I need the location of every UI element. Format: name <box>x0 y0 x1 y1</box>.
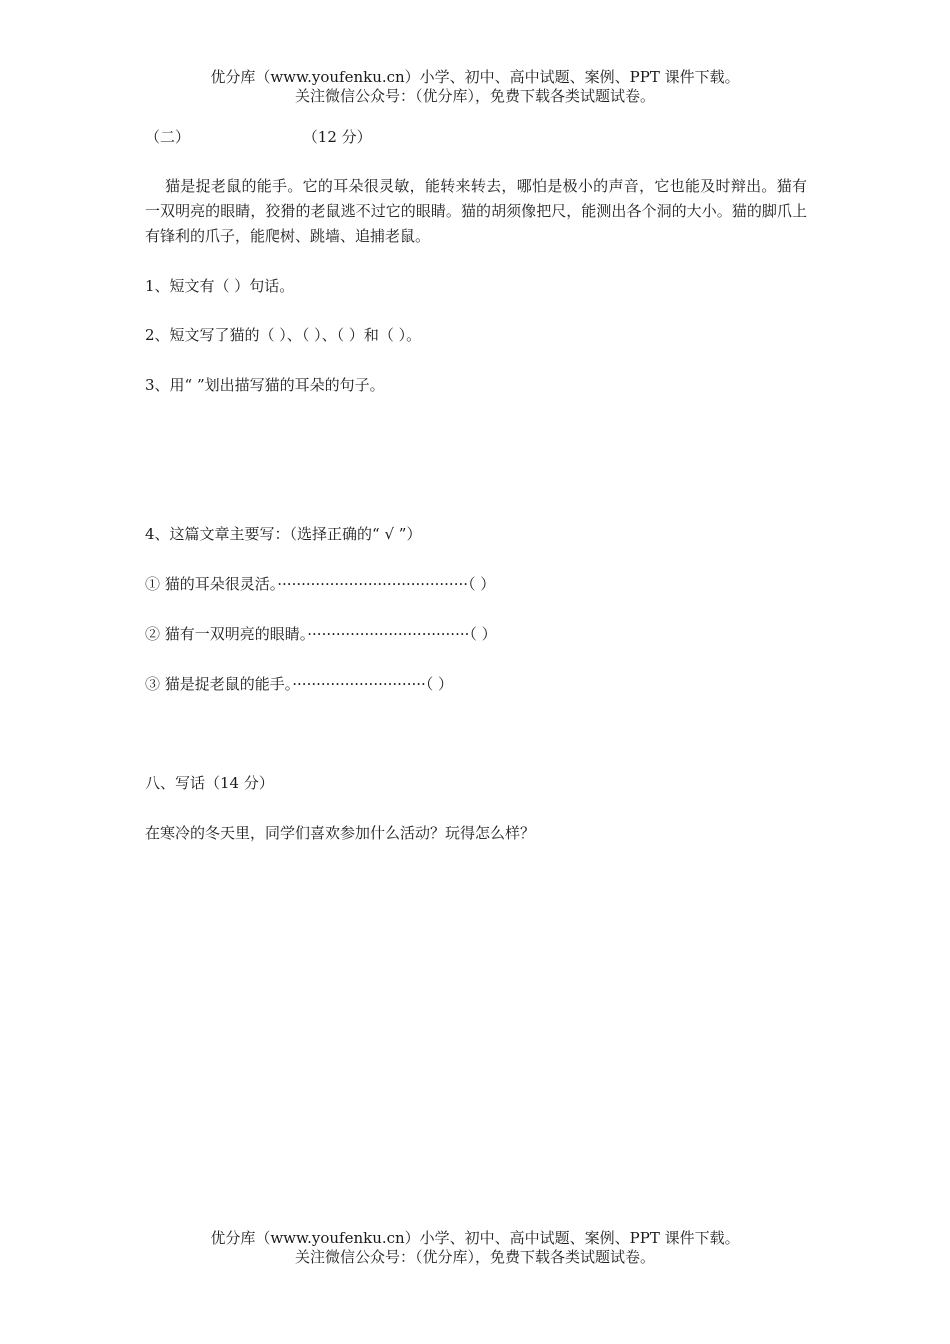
writing-prompt: 在寒冷的冬天里，同学们喜欢参加什么活动？玩得怎么样？ <box>145 824 536 842</box>
footer-line-2: 关注微信公众号：（优分库），免费下载各类试题试卷。 <box>294 1248 655 1266</box>
option-2: ② 猫有一双明亮的眼睛。··································（ ） <box>145 625 497 643</box>
passage-text: 猫是捉老鼠的能手。它的耳朵很灵敏，能转来转去，哪怕是极小的声音，它也能及时辩出。猫有一双明亮的眼睛，狡猾的老鼠逃不过它的眼睛。猫的胡须像把尺，能测出各个洞的大小。猫的脚爪上有锋利的爪子，能爬树、跳墙、追捕老鼠。 <box>145 177 807 245</box>
question-4: 4、这篇文章主要写：（选择正确的“ √ ”） <box>145 525 422 543</box>
option-3: ③ 猫是捉老鼠的能手。····························（ ） <box>145 675 454 693</box>
header-line-1: 优分库（www.youfenku.cn）小学、初中、高中试题、案例、PPT 课件下载。 <box>210 68 740 86</box>
section-2-label: （二） <box>145 128 191 146</box>
footer-line-1: 优分库（www.youfenku.cn）小学、初中、高中试题、案例、PPT 课件下载。 <box>210 1229 740 1247</box>
section-8-title: 八、写话（14 分） <box>145 774 274 792</box>
question-1: 1、短文有（ ）句话。 <box>145 277 295 295</box>
page-header <box>0 68 950 106</box>
section-2-heading <box>145 127 372 147</box>
section-2-score: （12 分） <box>302 128 372 146</box>
question-2: 2、短文写了猫的（ ）、（ ）、（ ）和（ ）。 <box>145 326 422 344</box>
page-footer <box>0 1229 950 1267</box>
header-line-2: 关注微信公众号：（优分库），免费下载各类试题试卷。 <box>294 87 655 105</box>
option-1: ① 猫的耳朵很灵活。········································（ ） <box>145 575 496 593</box>
question-3: 3、用“ ”划出描写猫的耳朵的句子。 <box>145 376 385 394</box>
